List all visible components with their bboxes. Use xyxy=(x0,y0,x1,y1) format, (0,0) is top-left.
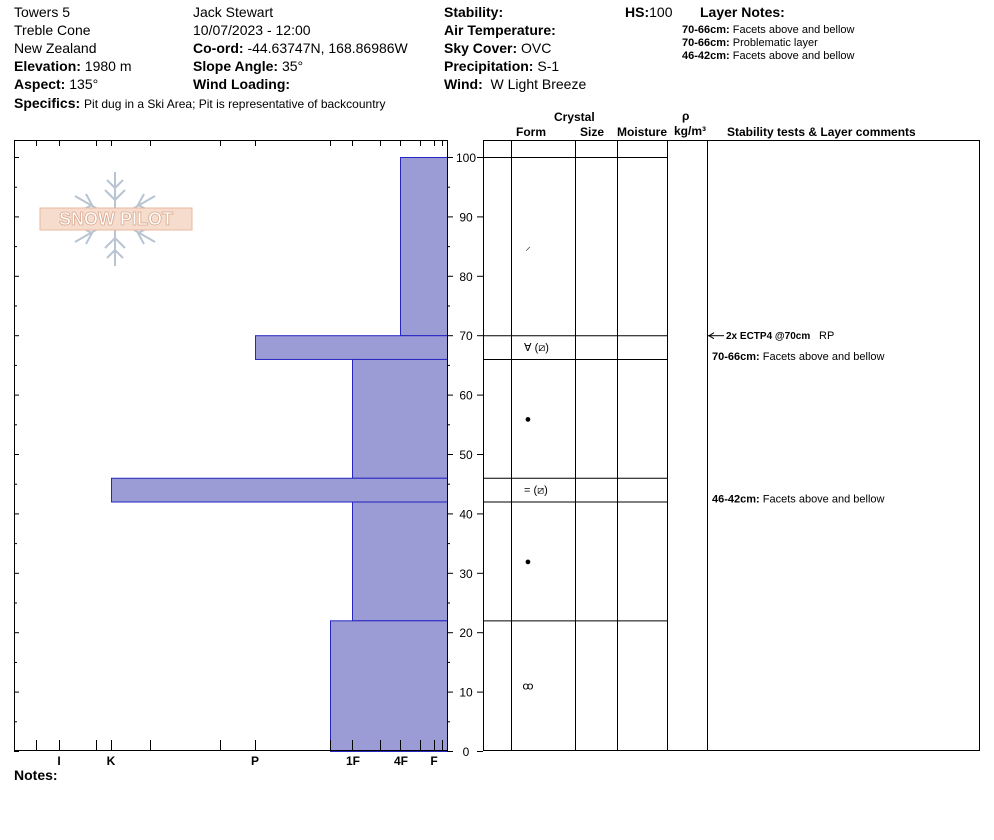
hs-label: HS: xyxy=(625,4,650,20)
location-name: Towers 5 xyxy=(14,4,71,20)
aspect-label: Aspect: xyxy=(14,76,66,92)
precip-label: Precipitation: xyxy=(444,58,534,74)
wind-loading-label: Wind Loading: xyxy=(193,76,291,92)
y-tick-label: 40 xyxy=(459,507,473,522)
form-header: Form xyxy=(516,125,546,139)
rho-header: ρ xyxy=(682,109,690,123)
y-tick-label: 70 xyxy=(459,329,473,344)
country-name: New Zealand xyxy=(14,40,97,56)
layer-notes-title: Layer Notes: xyxy=(700,4,785,20)
area-name: Treble Cone xyxy=(14,22,91,38)
layer-comment-text: Facets above and bellow xyxy=(762,350,885,363)
comments-header: Stability tests & Layer comments xyxy=(727,125,916,139)
hardness-bar xyxy=(401,158,448,336)
layer-note-range: 46-42cm: xyxy=(682,50,730,62)
aspect-value: 135° xyxy=(69,76,99,92)
wind-label: Wind: xyxy=(444,76,483,92)
layers-table-frame xyxy=(484,141,980,751)
layer-comment xyxy=(712,494,885,506)
notes-label: Notes: xyxy=(14,767,58,783)
crystal-form-decomposing-fragments: ⸝ xyxy=(525,241,531,254)
observer-name: Jack Stewart xyxy=(193,4,274,20)
crystal-form-near-surface-facets: = (⧄) xyxy=(524,484,548,497)
x-tick-label: P xyxy=(250,754,260,768)
y-tick-label: 90 xyxy=(459,210,473,225)
sky-cover-label: Sky Cover: xyxy=(444,40,518,56)
precip-value: S-1 xyxy=(537,58,560,74)
density-header: kg/m³ xyxy=(674,124,707,138)
size-header: Size xyxy=(580,125,605,139)
crystal-header: Crystal xyxy=(554,110,595,124)
layer-note-text: Facets above and bellow xyxy=(732,50,855,62)
slope-value: 35° xyxy=(281,58,304,74)
crystal-form-rounded-grains: ● xyxy=(524,555,532,568)
y-tick-label: 20 xyxy=(459,626,473,641)
y-tick-label: 60 xyxy=(459,388,473,403)
x-tick-label: I xyxy=(57,754,61,768)
y-tick-label: 30 xyxy=(459,566,473,581)
stability-label: Stability: xyxy=(444,4,504,20)
layer-comment-range: 46-42cm: xyxy=(712,493,763,506)
x-tick-label: K xyxy=(106,754,116,768)
x-tick-label: 1F xyxy=(345,754,361,768)
hardness-bar xyxy=(353,502,448,621)
crystal-form-melt-forms: ꝏ xyxy=(522,680,534,693)
crystal-form-depth-hoar-faceted: ∀ (⧄) xyxy=(524,342,549,355)
date-time: 10/07/2023 - 12:00 xyxy=(193,22,311,38)
hardness-bar xyxy=(112,478,448,502)
y-tick-label: 10 xyxy=(459,685,473,700)
y-tick-label: 80 xyxy=(459,269,473,284)
layer-note-text: Problematic layer xyxy=(732,37,818,49)
logo-text: SNOW PILOT xyxy=(59,209,173,229)
layer-note-range: 70-66cm: xyxy=(682,24,730,36)
y-tick-label: 50 xyxy=(459,448,473,462)
snow-pilot-logo xyxy=(40,172,192,266)
slope-label: Slope Angle: xyxy=(193,58,279,74)
layer-comment-text: Facets above and bellow xyxy=(762,493,885,506)
layer-note-text: Facets above and bellow xyxy=(732,24,855,36)
specifics-value: Pit dug in a Ski Area; Pit is representative of backcountry xyxy=(84,97,386,111)
air-temp-label: Air Temperature: xyxy=(444,22,556,38)
layer-comment-range: 70-66cm: xyxy=(712,350,763,363)
wind-value: W Light Breeze xyxy=(490,76,587,92)
specifics-label: Specifics: xyxy=(14,95,81,111)
hardness-bar xyxy=(256,336,448,360)
hardness-bar xyxy=(331,621,448,752)
y-tick-label: 0 xyxy=(462,745,470,759)
moisture-header: Moisture xyxy=(617,125,668,139)
layer-comment xyxy=(712,351,885,363)
stability-test-tag: RP xyxy=(819,330,835,343)
hardness-bar xyxy=(353,359,448,478)
hs-value: 100 xyxy=(649,4,673,20)
elevation-value: 1980 m xyxy=(84,58,132,74)
elevation-label: Elevation: xyxy=(14,58,81,74)
stability-test-text: 2x ECTP4 @70cm xyxy=(726,331,811,343)
sky-cover-value: OVC xyxy=(521,40,552,56)
x-tick-label: F xyxy=(430,754,438,768)
y-tick-label: 100 xyxy=(455,151,477,165)
coord-value: -44.63747N, 168.86986W xyxy=(247,40,408,56)
layer-note-range: 70-66cm: xyxy=(682,37,730,49)
coord-label: Co-ord: xyxy=(193,40,244,56)
x-tick-label: 4F xyxy=(393,754,409,768)
crystal-form-rounded-grains: ● xyxy=(524,413,532,426)
